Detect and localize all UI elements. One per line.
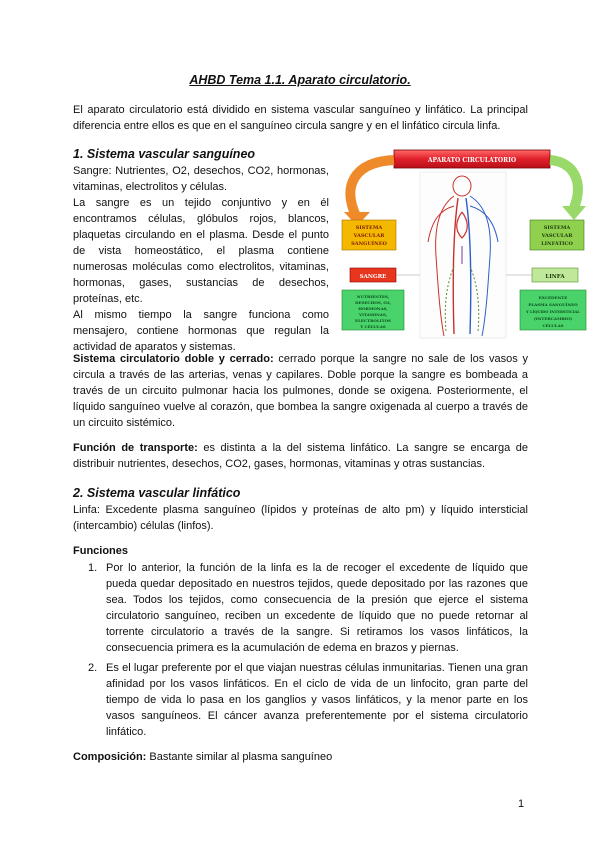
functions-heading: Funciones — [73, 545, 129, 557]
blood-contents-item: NUTRIENTES, — [356, 294, 390, 299]
lymph-system-label-2: VASCULAR — [541, 233, 573, 239]
page-number: 1 — [518, 798, 525, 810]
blood-system-label-3: SANGUÍNEO — [351, 241, 387, 247]
page-title: AHBD Tema 1.1. Aparato circulatorio. — [189, 73, 411, 87]
blood-contents-item: HORMONAS, — [358, 306, 388, 311]
lymph-system-label-3: LINFÁTICO — [541, 241, 573, 247]
section2-heading: 2. Sistema vascular linfático — [73, 486, 241, 500]
lymph-contents-item: Y LÍQUIDO INTERSTICIAL — [526, 310, 580, 314]
blood-contents-item: DESECHOS, O2, — [354, 300, 392, 305]
section1-text — [73, 163, 329, 355]
right-curved-arrow — [550, 160, 578, 208]
lymph-system-label-1: SISTEMA — [543, 225, 571, 231]
list-text: Por lo anterior, la función de la linfa es la de recoger el excedente de líquido que pueda quedar depositado en nuestros tejidos, quede depositado por las razones que sea. Todos los tejidos, como consecuencia de la presión que ejerce el sistema circulatorio sanguíneo, reciben un excedente de líquido que no puede retornar al torrente circulatorio a través de la sangre. Si retiramos los vasos linfáticos, la consecuencia primera es la acumulación de edema en brazos y piernas. — [106, 562, 528, 654]
lymph-contents-item: (INTERCAMBIO) — [533, 316, 573, 321]
blood-messenger-paragraph: Al mismo tiempo la sangre funciona como mensajero, contiene hormonas que regulan la actividad de aparatos y sistemas. — [73, 309, 329, 353]
transport-label: Función de transporte: — [73, 442, 198, 454]
double-system-label: Sistema circulatorio doble y cerrado: — [73, 353, 274, 365]
composition-label: Composición: — [73, 751, 147, 763]
lymph-fluid-label: LINFA — [545, 274, 565, 280]
left-curved-arrow — [350, 160, 394, 216]
body-vessels-illustration — [420, 172, 506, 338]
circulatory-diagram — [336, 146, 590, 341]
composition-paragraph — [73, 749, 528, 765]
intro-paragraph: El aparato circulatorio está dividido en sistema vascular sanguíneo y linfático. La principal diferencia entre ellos es que en el sanguíneo circula sangre y en el linfático circula linfa. — [73, 104, 528, 132]
functions-list-item-1 — [88, 560, 528, 656]
double-system-text: cerrado porque la sangre no sale de los vasos y circula a través de las arterias, venas y capilares. Doble porque la sangre es bombeada a través de un circuito pulmonar hacia los pulmones, donde se oxigena. Posteriormente, el líquido sanguíneo vuelve al corazón, que bombea la sangre oxigenada al cuerpo a través de un circuito sistémico. — [73, 353, 528, 429]
list-number: 2. — [88, 662, 98, 674]
composition-text: Bastante similar al plasma sanguíneo — [146, 751, 333, 763]
blood-contents-item: ELECTROLITOS — [355, 318, 391, 323]
section1-heading: 1. Sistema vascular sanguíneo — [73, 147, 256, 161]
transport-text: es distinta a la del sistema linfático. La sangre se encarga de distribuir nutrientes, desechos, CO2, gases, hormonas, vitaminas y otras sustancias. — [73, 442, 528, 470]
right-arrowhead — [562, 206, 586, 220]
double-system-paragraph — [73, 351, 528, 431]
list-text: Es el lugar preferente por el que viajan nuestras células inmunitarias. Tienen una gran afinidad por los vasos linfáticos. En el ciclo de vida de un linfocito, gran parte del tiempo de vida lo pasa en los ganglios y vasos linfáticos, y la menor parte en los vasos sanguíneos. El cáncer avanza preferentemente por el sistema circulatorio linfático. — [106, 662, 528, 738]
blood-system-label-1: SISTEMA — [355, 225, 383, 231]
lymph-contents-item: EXCEDENTE — [538, 295, 568, 300]
list-item — [88, 560, 528, 656]
blood-fluid-label: SANGRE — [359, 274, 387, 280]
blood-contents-item: Y CÉLULAS — [360, 324, 386, 329]
functions-list-item-2 — [88, 660, 528, 740]
transport-paragraph — [73, 440, 528, 472]
blood-tissue-paragraph: La sangre es un tejido conjuntivo y en él encontramos células, glóbulos rojos, blancos, plaquetas circulando en el plasma. Desde el punto de vista homeostático, el plasma contiene numerosas moléculas como electrolitos, vitaminas, hormonas, gases, sustancias de desechos, proteínas, etc. — [73, 197, 329, 305]
diagram-title: APARATO CIRCULATORIO — [427, 157, 517, 164]
blood-system-label-2: VASCULAR — [353, 233, 385, 239]
list-item — [88, 660, 528, 740]
blood-contents-item: VITAMINAS, — [358, 312, 388, 317]
list-number: 1. — [88, 562, 98, 574]
lymph-contents-item: PLASMA SANGUÍNEO — [528, 302, 578, 307]
blood-contents-paragraph: Sangre: Nutrientes, O2, desechos, CO2, hormonas, vitaminas, electrolitos y células. — [73, 165, 329, 193]
blood-contents-list — [355, 294, 391, 329]
lymph-contents-item: CÉLULAS — [542, 323, 564, 328]
lymph-paragraph: Linfa: Excedente plasma sanguíneo (lípidos y proteínas de alto pm) y líquido intersticial (intercambio) células (linfos). — [73, 504, 528, 532]
